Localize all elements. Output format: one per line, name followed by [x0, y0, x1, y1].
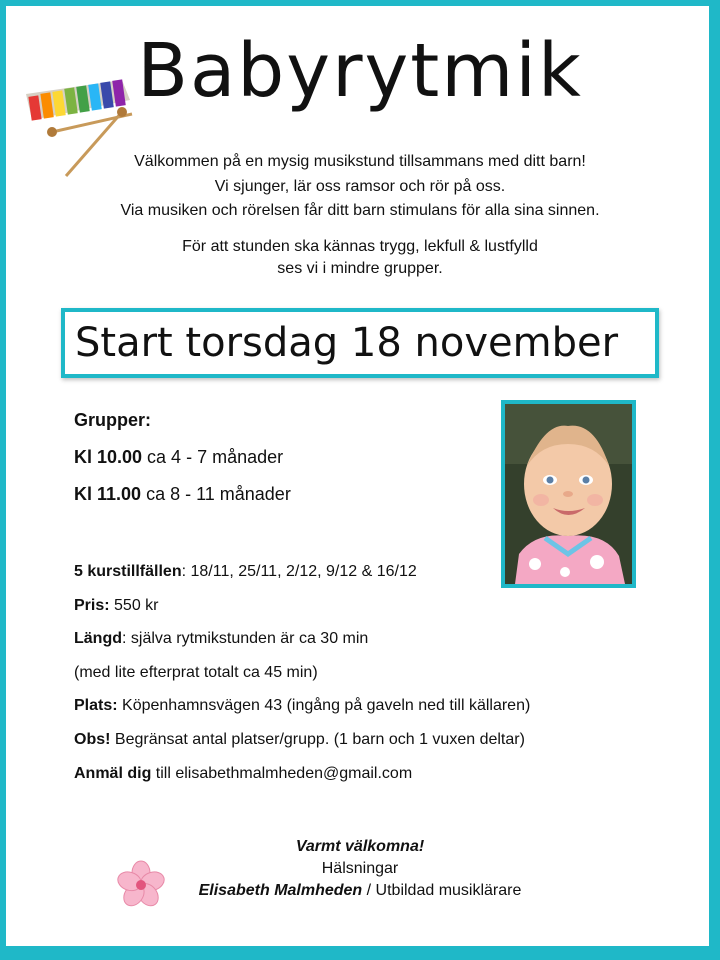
- detail-length: [74, 630, 530, 664]
- groups-heading: Grupper:: [74, 410, 152, 430]
- detail-length-note: (med lite efterprat totalt ca 45 min): [74, 663, 318, 681]
- baby-photo: [501, 400, 636, 588]
- intro-line: Vi sjunger, lär oss ramsor och rör på oss.: [214, 177, 506, 195]
- detail-label: Pris:: [74, 596, 110, 614]
- intro-line: Via musiken och rörelsen får ditt barn stimulans för alla sina sinnen.: [120, 202, 600, 219]
- detail-label: Plats:: [74, 697, 118, 715]
- detail-value: Köpenhamnsvägen 43 (ingång på gaveln ned till källaren): [117, 697, 531, 715]
- detail-value: Begränsat antal platser/grupp. (1 barn och 1 vuxen deltar): [110, 730, 525, 748]
- detail-value: 550 kr: [109, 596, 159, 614]
- intro-text-2: [0, 236, 720, 280]
- group-time: Kl 11.00: [74, 484, 142, 504]
- signature-line: [0, 880, 720, 902]
- group-time: Kl 10.00: [74, 447, 143, 467]
- detail-value: till elisabethmalmheden@gmail.com: [151, 764, 413, 782]
- group-row: [74, 484, 291, 521]
- start-date-box: [61, 308, 659, 378]
- detail-label: 5 kurstillfällen: [74, 563, 182, 580]
- detail-place: [74, 697, 530, 731]
- intro-line: För att stunden ska kännas trygg, lekfull & lustfylld: [182, 238, 538, 255]
- intro-line: Välkommen på en mysig musikstund tillsammans med ditt barn!: [134, 153, 586, 170]
- intro-text: [0, 150, 720, 224]
- welcome-text: Varmt välkomna!: [295, 838, 425, 855]
- detail-label: Anmäl dig: [74, 764, 152, 782]
- group-age: ca 8 - 11 månader: [141, 484, 291, 504]
- detail-price: [74, 597, 530, 631]
- detail-value: : själva rytmikstunden är ca 30 min: [122, 630, 369, 648]
- signature-role: / Utbildad musiklärare: [362, 882, 522, 899]
- signature-name: Elisabeth Malmheden: [198, 882, 363, 899]
- detail-label: Längd: [74, 630, 122, 648]
- intro-line: ses vi i mindre grupper.: [277, 260, 443, 277]
- detail-obs: [74, 731, 530, 765]
- group-age: ca 4 - 7 månader: [142, 447, 284, 467]
- page-title: Babyrytmik: [137, 28, 583, 114]
- detail-value: : 18/11, 25/11, 2/12, 9/12 & 16/12: [181, 563, 417, 580]
- groups-section: [74, 410, 291, 521]
- start-date-text: Start torsdag 18 november: [75, 320, 619, 366]
- greeting-text: Hälsningar: [321, 860, 399, 877]
- detail-signup: [74, 765, 530, 799]
- group-row: [74, 447, 291, 484]
- detail-label: Obs!: [74, 730, 111, 748]
- detail-sessions: [74, 563, 530, 597]
- course-details: [74, 563, 530, 798]
- signature-block: [0, 836, 720, 902]
